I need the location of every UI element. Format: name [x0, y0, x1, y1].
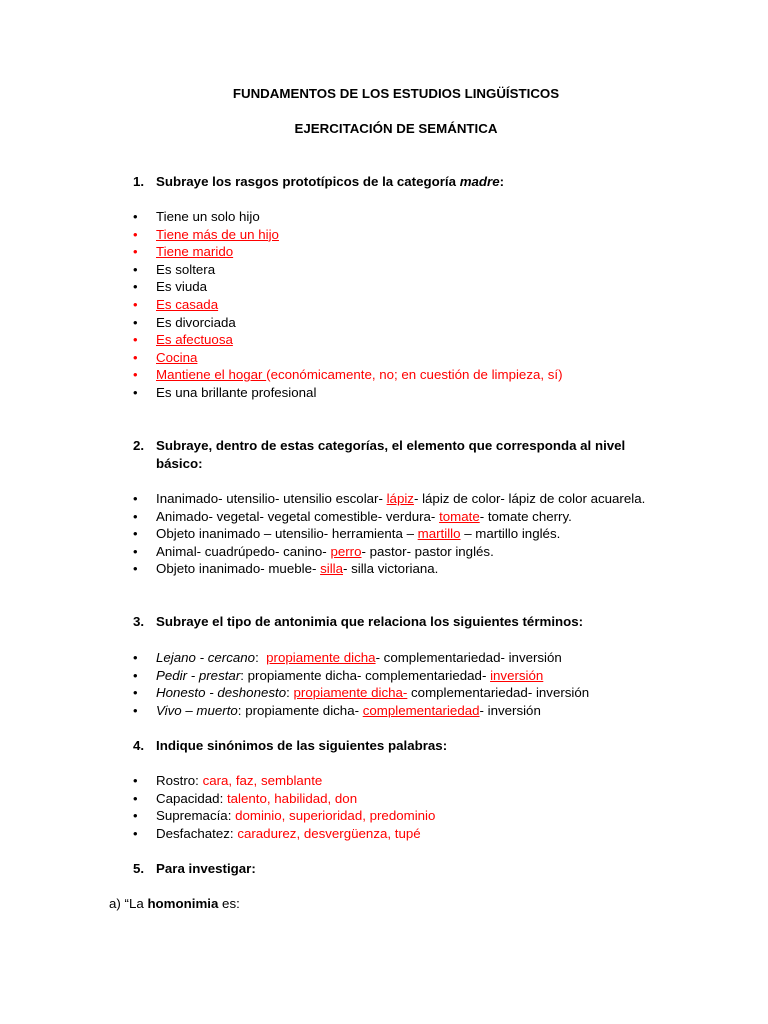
bullet-icon: •: [133, 561, 138, 577]
list-item: • Cocina: [133, 349, 198, 365]
section-1-list: [133, 208, 733, 402]
section-title: Subraye, dentro de estas categorías, el elemento que corresponda al nivel básico:: [156, 438, 626, 471]
bullet-icon: •: [133, 332, 138, 348]
list-item: • Es afectuosa: [133, 332, 233, 348]
bullet-icon: •: [133, 790, 138, 806]
bullet-icon: •: [133, 685, 138, 701]
section-title: Para investigar:: [156, 861, 256, 876]
bullet-icon: •: [133, 702, 138, 718]
section-1-heading: [133, 173, 693, 191]
section-number: 1.: [133, 174, 145, 189]
section-title: Subraye el tipo de antonimia que relaciona los siguientes términos:: [156, 614, 584, 629]
bullet-icon: •: [133, 209, 138, 224]
section-3-list: [133, 649, 733, 719]
bullet-icon: •: [133, 384, 138, 400]
list-item: • Objeto inanimado- mueble- silla- silla victoriana.: [133, 561, 439, 577]
section-title: Subraye los rasgos prototípicos de la categoría madre:: [156, 174, 505, 189]
list-item: • Animal- cuadrúpedo- canino- perro- pastor- pastor inglés.: [133, 543, 494, 559]
list-item: • Tiene un solo hijo: [133, 209, 260, 224]
list-item: • Es casada: [133, 296, 219, 312]
bullet-icon: •: [133, 279, 138, 295]
bullet-icon: •: [133, 650, 138, 665]
list-item: • Tiene más de un hijo: [133, 226, 279, 242]
list-item: • Vivo – muerto: propiamente dicha- complementariedad- inversión: [133, 702, 541, 718]
list-item: • Tiene marido: [133, 244, 234, 260]
paragraph-a: a) “La homonimia es:: [109, 896, 240, 911]
bullet-icon: •: [133, 543, 138, 559]
list-item: • Lejano - cercano: propiamente dicha- complementariedad- inversión: [133, 650, 562, 665]
document-subtitle: EJERCITACIÓN DE SEMÁNTICA: [294, 121, 498, 136]
list-item: • Rostro: cara, faz, semblante: [133, 773, 323, 788]
bullet-icon: •: [133, 491, 138, 506]
section-2-heading: [133, 437, 653, 473]
bullet-icon: •: [133, 226, 138, 242]
document-title: FUNDAMENTOS DE LOS ESTUDIOS LINGÜÍSTICOS: [232, 86, 560, 101]
section-number: 4.: [133, 738, 145, 753]
list-item: • Objeto inanimado – utensilio- herramienta – martillo – martillo inglés.: [133, 526, 561, 542]
bullet-icon: •: [133, 667, 138, 683]
list-item: • Inanimado- utensilio- utensilio escolar- lápiz- lápiz de color- lápiz de color acuarela.: [133, 491, 646, 506]
section-2-list: [133, 490, 733, 578]
bullet-icon: •: [133, 314, 138, 330]
list-item: • Es viuda: [133, 279, 207, 295]
list-item: • Supremacía: dominio, superioridad, predominio: [133, 808, 436, 824]
list-item: • Pedir - prestar: propiamente dicha- complementariedad- inversión: [133, 667, 544, 683]
section-4-list: [133, 772, 733, 842]
bullet-icon: •: [133, 244, 138, 260]
section-number: 2.: [133, 438, 145, 453]
section-4-heading: [133, 737, 693, 755]
bullet-icon: •: [133, 296, 138, 312]
list-item: • Mantiene el hogar (económicamente, no; en cuestión de limpieza, sí): [133, 367, 563, 383]
bullet-icon: •: [133, 808, 138, 824]
section-5-heading: [133, 860, 693, 878]
bullet-icon: •: [133, 773, 138, 788]
list-item: • Honesto - deshonesto: propiamente dicha- complementariedad- inversión: [133, 685, 590, 701]
section-number: 3.: [133, 614, 145, 629]
list-item: • Es divorciada: [133, 314, 236, 330]
section-number: 5.: [133, 861, 145, 876]
bullet-icon: •: [133, 825, 138, 841]
list-item: • Es soltera: [133, 261, 216, 277]
list-item: • Desfachatez: caradurez, desvergüenza, tupé: [133, 825, 421, 841]
list-item: • Animado- vegetal- vegetal comestible- verdura- tomate- tomate cherry.: [133, 508, 572, 524]
list-item: • Es una brillante profesional: [133, 384, 317, 400]
bullet-icon: •: [133, 367, 138, 383]
bullet-icon: •: [133, 261, 138, 277]
section-3-heading: [133, 613, 693, 631]
bullet-icon: •: [133, 349, 138, 365]
bullet-icon: •: [133, 508, 138, 524]
list-item: • Capacidad: talento, habilidad, don: [133, 790, 358, 806]
bullet-icon: •: [133, 526, 138, 542]
section-title: Indique sinónimos de las siguientes palabras:: [156, 738, 448, 753]
